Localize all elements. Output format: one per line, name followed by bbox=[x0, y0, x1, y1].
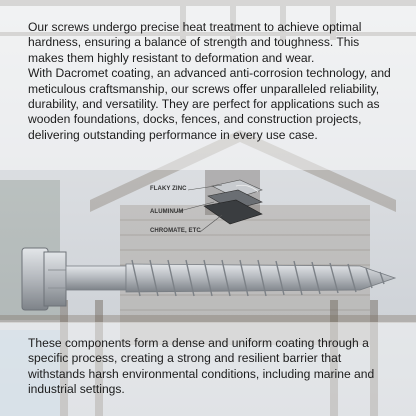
layer-label-flaky-zinc: FLAKY ZINC bbox=[150, 186, 187, 192]
outro-text-block bbox=[28, 336, 398, 398]
screw-head bbox=[22, 248, 66, 310]
outro-paragraph: These components form a dense and uniform coating through a specific process, creating a strong and resilient barrier that withstands harsh environmental conditions, including marine and industrial settings. bbox=[28, 336, 375, 397]
intro-paragraph-2: With Dacromet coating, an advanced anti-corrosion technology, and meticulous craftsmanship, our screws offer unparalleled reliability, durability, and versatility. They are perfect for applications such as wooden foundations, docks, fences, and construction projects, delivering outstanding performance in every use case. bbox=[28, 66, 391, 142]
leader-line-chromate bbox=[200, 215, 222, 232]
layer-label-aluminum: ALUMINUM bbox=[150, 209, 184, 215]
intro-text-block bbox=[28, 20, 398, 143]
intro-paragraph-1: Our screws undergo precise heat treatment to achieve optimal hardness, ensuring a balance of strength and toughness. This makes them highly resistant to deformation and wear. bbox=[28, 20, 362, 65]
screw-shank bbox=[66, 266, 126, 290]
layer-label-chromate: CHROMATE, ETC bbox=[150, 228, 201, 234]
